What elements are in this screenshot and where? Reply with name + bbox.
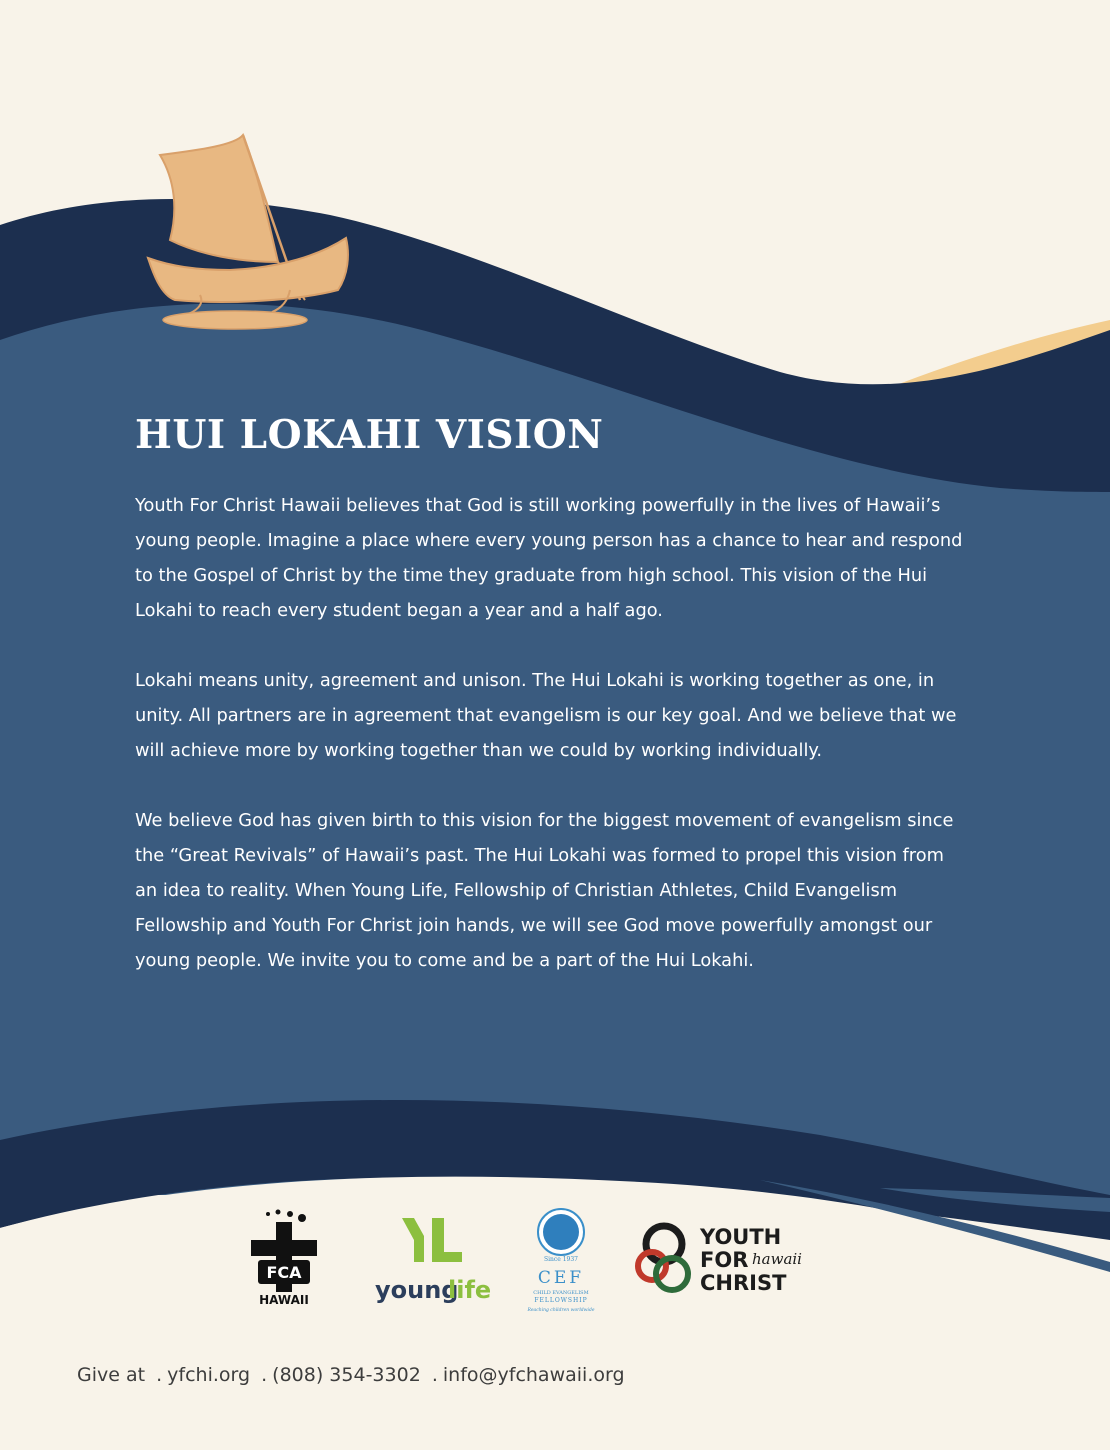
paragraph-movement: We believe God has given birth to this vision for the biggest movement of evangelism since the “Great Revivals” of Hawaii’s past. The Hui Lokahi was formed to propel this vision from an idea to reality. When Young Life, Fellowship of Christian Athletes, Child Evangelism Fellowship and Youth For Christ join hands, we will see God move powerfully amongst our young people. We invite you to come and be a part of the Hui Lokahi.: [135, 810, 954, 971]
svg-text:life: life: [448, 1276, 492, 1304]
cef-logo: [527, 1209, 595, 1313]
svg-text:Reaching children worldwide: Reaching children worldwide: [527, 1308, 595, 1313]
footer-contact: [77, 1364, 625, 1386]
svg-text:CHRIST: CHRIST: [700, 1271, 787, 1295]
svg-text:FCA: FCA: [266, 1263, 302, 1282]
phone-number[interactable]: (808) 354-3302: [272, 1364, 421, 1386]
svg-text:HAWAII: HAWAII: [259, 1293, 309, 1307]
give-label: Give at: [77, 1364, 146, 1386]
yfc-hawaii-logo: [638, 1225, 802, 1295]
paragraph-unity: Lokahi means unity, agreement and unison. The Hui Lokahi is working together as one, in unity. All partners are in agreement that evangelism is our key goal. And we believe that we will achieve more by working together than we could by working individually.: [135, 670, 957, 761]
page-title: HUI LOKAHI VISION: [135, 412, 604, 458]
svg-text:YOUTH: YOUTH: [700, 1225, 782, 1249]
svg-text:FELLOWSHIP: FELLOWSHIP: [534, 1297, 588, 1304]
vision-body: [135, 488, 965, 1013]
svg-text:CHILD EVANGELISM: CHILD EVANGELISM: [533, 1290, 589, 1296]
separator: .: [156, 1364, 163, 1386]
separator: .: [261, 1364, 268, 1386]
separator: .: [431, 1364, 438, 1386]
svg-text:FOR: FOR: [700, 1248, 749, 1272]
svg-text:young: young: [375, 1276, 459, 1304]
website-link[interactable]: yfchi.org: [167, 1364, 251, 1386]
email-link[interactable]: info@yfchawaii.org: [442, 1364, 625, 1386]
younglife-logo: [375, 1218, 491, 1304]
paragraph-intro: Youth For Christ Hawaii believes that God is still working powerfully in the lives of Hawaii’s young people. Imagine a place where every young person has a chance to hear and respond to the Gospel of Christ by the time they graduate from high school. This vision of the Hui Lokahi to reach every student began a year and a half ago.: [135, 495, 963, 621]
svg-text:CEF: CEF: [537, 1268, 585, 1288]
svg-text:Since 1937: Since 1937: [544, 1256, 578, 1263]
partner-logos: [0, 1200, 1110, 1320]
fca-logo: [251, 1210, 317, 1308]
svg-text:hawaii: hawaii: [752, 1250, 802, 1268]
